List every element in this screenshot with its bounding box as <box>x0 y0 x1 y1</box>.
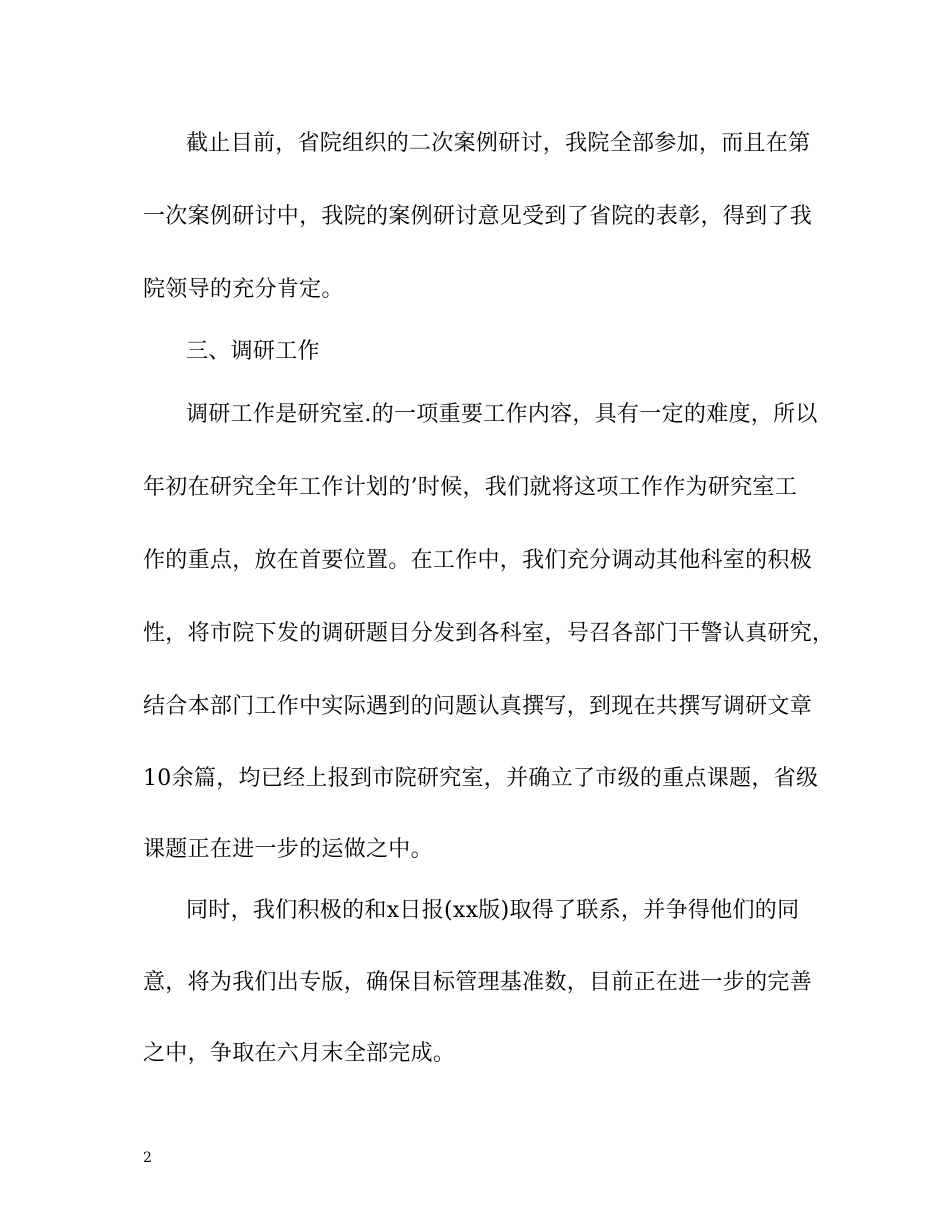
paragraph-4-line-2: 意，将为我们出专版，确保目标管理基准数，目前正在进一步的完善 <box>143 970 813 995</box>
paragraph-1-line-1: 截止目前，省院组织的二次案例研讨，我院全部参加，而且在第 <box>186 131 811 156</box>
paragraph-1-line-2: 一次案例研讨中，我院的案例研讨意见受到了省院的表彰，得到了我 <box>143 204 813 229</box>
paragraph-3-line-6: 10余篇，均已经上报到市院研究室，并确立了市级的重点课题，省级 <box>143 766 819 791</box>
paragraph-3-line-1: 调研工作是研究室.的一项重要工作内容，具有一定的难度，所以 <box>186 402 818 427</box>
paragraph-3-line-5: 结合本部门工作中实际遇到的问题认真撰写，到现在共撰写调研文章 <box>143 694 813 719</box>
paragraph-3-line-3: 作的重点，放在首要位置。在工作中，我们充分调动其他科室的积极 <box>143 548 813 573</box>
section-heading: 三、调研工作 <box>186 339 320 364</box>
paragraph-1-line-3: 院领导的充分肯定。 <box>143 277 344 302</box>
paragraph-3-line-2: 年初在研究全年工作计划的’时候，我们就将这项工作作为研究室工 <box>143 475 797 500</box>
paragraph-4-line-1: 同时，我们积极的和x日报(xx版)取得了联系，并争得他们的同 <box>186 898 800 923</box>
paragraph-3-line-4: 性，将市院下发的调研题目分发到各科室，号召各部门干警认真研究， <box>143 621 835 646</box>
paragraph-4-line-3: 之中，争取在六月末全部完成。 <box>143 1041 456 1066</box>
page-number: 2 <box>143 1150 152 1166</box>
paragraph-3-line-7: 课题正在进一步的运做之中。 <box>143 837 433 862</box>
